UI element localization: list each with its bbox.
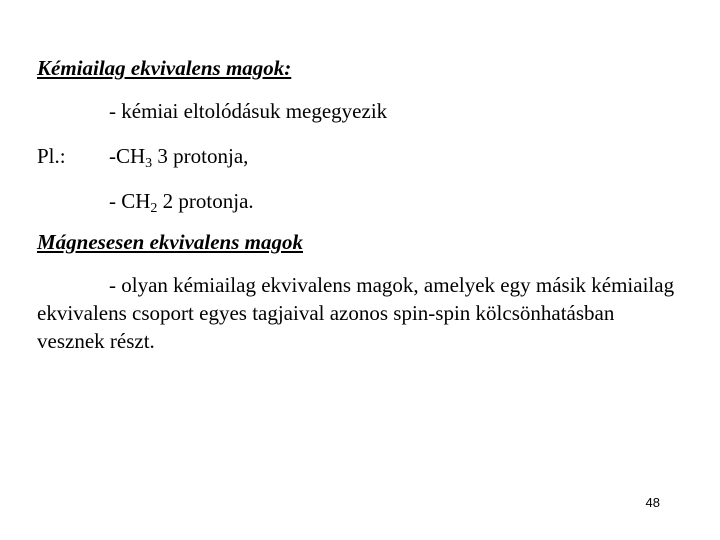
- definition-magnetic-equivalence: - olyan kémiailag ekvivalens magok, amelyek egy másik kémiailag ekvivalens csoport egyes tagjaival azonos spin-spin kölcsönhatásban vesznek részt.: [37, 273, 675, 353]
- example-ch2-suffix: 2 protonja.: [157, 189, 254, 213]
- example-ch2: [109, 189, 254, 216]
- example-label: Pl.:: [37, 144, 66, 168]
- heading-chemically-equivalent-nuclei: Kémiailag ekvivalens magok:: [37, 56, 292, 80]
- page-number: 48: [645, 495, 660, 510]
- example-ch3-subscript: 3: [145, 156, 153, 171]
- definition-chemical-equivalence: - kémiai eltolódásuk megegyezik: [109, 99, 388, 123]
- example-ch3-suffix: 3 protonja,: [152, 144, 249, 168]
- example-ch3: [109, 144, 249, 171]
- example-ch3-prefix: -CH: [109, 144, 146, 168]
- example-ch2-prefix: - CH: [109, 189, 151, 213]
- example-ch2-subscript: 2: [150, 201, 158, 216]
- heading-magnetically-equivalent-nuclei: Mágnesesen ekvivalens magok: [37, 230, 303, 254]
